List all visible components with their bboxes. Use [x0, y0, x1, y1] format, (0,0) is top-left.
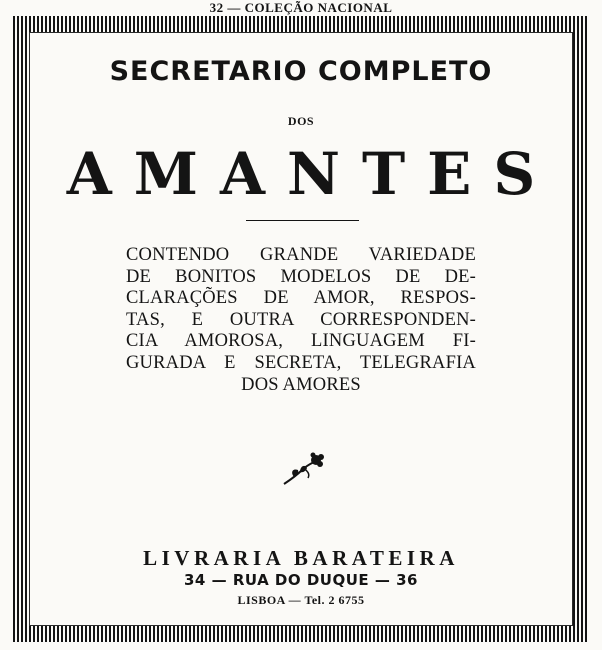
description [126, 245, 476, 396]
description-line: TAS, E OUTRA CORRESPONDEN- [126, 309, 476, 330]
description-line: CLARAÇÕES DE AMOR, RESPOS- [126, 288, 476, 309]
book-title: SECRETARIO COMPLETO [109, 56, 493, 87]
publisher-name: LIVRARIA BARATEIRA [143, 546, 459, 570]
publisher-address: 34 — RUA DO DUQUE — 36 [184, 571, 418, 589]
description-line: DOS AMORES [241, 374, 361, 395]
description-line: GURADA E SECRETA, TELEGRAFIA [126, 352, 476, 373]
description-line: CONTENDO GRANDE VARIEDADE [126, 245, 476, 265]
publisher-city-phone: LISBOA — Tel. 2 6755 [237, 593, 365, 607]
description-line: CIA AMOROSA, LINGUAGEM FI- [126, 331, 476, 352]
divider-rule [246, 220, 359, 221]
title-connector: DOS [287, 114, 315, 128]
series-heading: 32 — COLEÇÃO NACIONAL [209, 0, 393, 15]
floral-sprig-icon [280, 450, 326, 490]
main-title: AMANTES [66, 140, 558, 208]
description-line: DE BONITOS MODELOS DE DE- [126, 266, 476, 287]
